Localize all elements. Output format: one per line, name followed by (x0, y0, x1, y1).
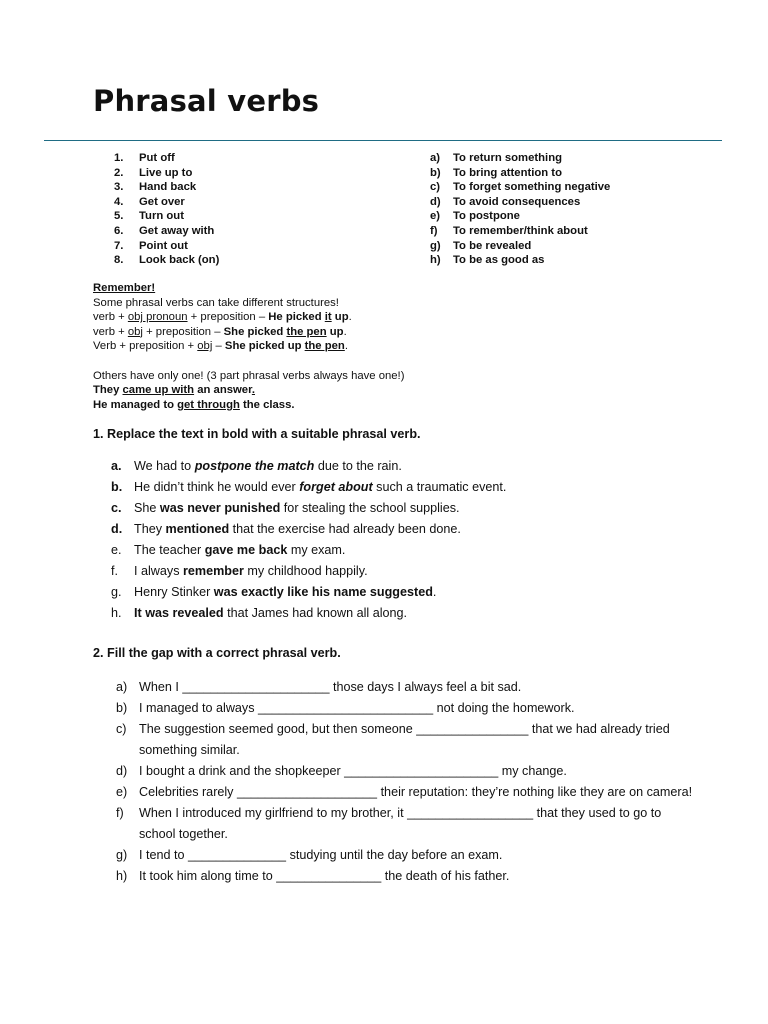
verb-item (114, 195, 219, 210)
example-part: She picked (223, 325, 287, 338)
verbs-list (114, 151, 219, 268)
item-bold-phrase: was never punished (159, 501, 281, 516)
verb-number: 6. (114, 224, 124, 237)
structure-line (93, 339, 404, 354)
item-bold-phrase: postpone the match (194, 459, 315, 474)
item-bold-phrase: It was revealed (134, 605, 224, 620)
title-divider (44, 140, 722, 141)
item-text: I tend to ______________ studying until the day before an exam. (139, 848, 503, 862)
item-letter: f. (111, 563, 118, 578)
meaning-text: To return something (453, 152, 562, 164)
meaning-text: To remember/think about (453, 224, 588, 237)
item-letter: c) (116, 722, 127, 736)
remember-note (93, 281, 404, 412)
example-part: up (326, 325, 344, 338)
exercise-2-item (116, 803, 696, 845)
meaning-letter: a) (430, 152, 441, 164)
meaning-item (430, 253, 610, 268)
item-bold-phrase: mentioned (165, 522, 230, 537)
item-letter: d) (116, 764, 128, 778)
verb-text: Get over (139, 195, 185, 208)
spacer (93, 354, 404, 369)
exercise-1-item (111, 456, 506, 477)
item-text (134, 501, 460, 515)
exercise-1-item (111, 560, 506, 581)
structure-part: + preposition – (142, 325, 224, 338)
structure-part: + preposition – (187, 311, 269, 324)
item-text (134, 585, 436, 599)
verb-text: Hand back (139, 181, 197, 194)
item-text-part: such a traumatic event. (372, 480, 507, 495)
item-text: I bought a drink and the shopkeeper ______________________ my change. (139, 764, 567, 778)
exercise-1-heading: 1. Replace the text in bold with a suitable phrasal verb. (93, 427, 421, 441)
item-letter: a) (116, 680, 128, 694)
verb-number: 1. (114, 152, 124, 164)
meaning-letter: d) (430, 195, 441, 208)
verb-number: 5. (114, 210, 124, 223)
meaning-text: To bring attention to (453, 166, 562, 179)
item-text (134, 459, 402, 473)
item-letter: f) (116, 806, 124, 820)
item-letter: c. (111, 501, 122, 516)
item-text: When I introduced my girlfriend to my brother, it __________________ that they used to go to school together. (139, 806, 662, 841)
item-text: I managed to always _________________________ not doing the homework. (139, 701, 575, 715)
exercise-2-item (116, 698, 696, 719)
meaning-letter: c) (430, 181, 441, 194)
item-text (134, 480, 506, 494)
meaning-item (430, 180, 610, 195)
verb-number: 3. (114, 181, 124, 194)
meaning-text: To avoid consequences (453, 195, 581, 208)
meaning-letter: g) (430, 239, 441, 252)
structure-object: obj (197, 340, 213, 353)
meaning-item (430, 239, 610, 254)
item-text-part: They (134, 522, 166, 537)
exercise-1-item (111, 519, 506, 540)
exercise-2-item (116, 782, 696, 803)
meaning-letter: f) (430, 224, 438, 237)
example-part: the class. (239, 398, 295, 411)
remember-heading: Remember! (93, 282, 156, 294)
verb-text: Live up to (139, 166, 193, 179)
item-text: When I _____________________ those days I always feel a bit sad. (139, 680, 522, 694)
verb-number: 2. (114, 166, 124, 179)
item-letter: h) (116, 869, 128, 883)
verb-number: 8. (114, 254, 124, 267)
structure-part: – (212, 340, 225, 353)
example-verb: came up with (122, 384, 195, 397)
example-end: . (348, 311, 352, 324)
meaning-text: To be as good as (453, 254, 545, 267)
example-end: . (343, 325, 347, 338)
example-sentence (93, 383, 404, 398)
item-bold-phrase: gave me back (204, 543, 288, 557)
item-bold-phrase: was exactly like his name suggested (213, 584, 433, 599)
example-part: up (331, 311, 349, 324)
meaning-item (430, 209, 610, 224)
meaning-text: To forget something negative (453, 181, 611, 194)
structure-line (93, 325, 404, 340)
item-letter: e. (111, 543, 122, 557)
meaning-text: To postpone (453, 210, 520, 223)
verb-item (114, 180, 219, 195)
item-text-part: that James had known all along. (223, 605, 408, 620)
item-letter: d. (111, 522, 123, 537)
example-object: the pen (286, 325, 327, 338)
example-part: They (93, 384, 123, 397)
exercise-2-heading: 2. Fill the gap with a correct phrasal verb. (93, 646, 341, 660)
item-text-part: my exam. (287, 543, 346, 557)
item-text-part: I always (134, 563, 183, 578)
item-text: The suggestion seemed good, but then someone ________________ that we had already tried something similar. (139, 722, 670, 757)
structure-object: obj (127, 325, 143, 338)
item-letter: b. (111, 480, 123, 495)
meaning-letter: b) (430, 166, 441, 179)
exercise-2-list (116, 677, 696, 887)
item-text-part: The teacher (134, 543, 205, 557)
item-letter: a. (111, 459, 122, 474)
example-part: an answer (194, 384, 252, 397)
example-end: . (251, 384, 255, 397)
exercise-1-item (111, 581, 506, 602)
verb-item (114, 224, 219, 239)
verb-text: Point out (139, 239, 188, 252)
item-text: Celebrities rarely ____________________ their reputation: they’re nothing like they are on camera! (139, 785, 693, 799)
meaning-item (430, 151, 610, 166)
exercise-2-item (116, 761, 696, 782)
item-text (134, 543, 345, 557)
item-text-part: that the exercise had already been done. (229, 522, 461, 537)
example-sentence (93, 398, 404, 413)
example-verb: get through (177, 398, 240, 411)
structure-line (93, 310, 404, 325)
verb-item (114, 209, 219, 224)
item-text-part: She (134, 501, 160, 516)
exercise-2-item (116, 677, 696, 698)
meaning-item (430, 224, 610, 239)
item-text-part: He didn’t think he would ever (134, 480, 300, 495)
verb-text: Get away with (139, 224, 215, 237)
structure-object: obj pronoun (127, 311, 188, 324)
meaning-letter: h) (430, 254, 441, 267)
verb-item (114, 239, 219, 254)
structure-part: verb + (93, 311, 128, 324)
verb-text: Put off (139, 152, 175, 164)
exercise-2-item (116, 845, 696, 866)
verb-item (114, 166, 219, 181)
item-text-part: Henry Stinker (134, 584, 214, 599)
structure-part: verb + (93, 325, 128, 338)
verb-text: Turn out (139, 210, 184, 223)
example-part: He managed to (93, 398, 178, 411)
exercise-1-item (111, 540, 506, 561)
example-part: He picked (268, 311, 325, 324)
exercise-1-item (111, 602, 506, 623)
meanings-list (430, 151, 610, 268)
item-text-part: my childhood happily. (243, 563, 368, 578)
exercise-2-item (116, 866, 696, 887)
verb-item (114, 151, 219, 166)
verb-text: Look back (on) (139, 254, 220, 267)
exercise-1-list (111, 456, 506, 623)
example-end: . (344, 340, 348, 353)
exercise-1-item (111, 477, 506, 498)
verb-number: 7. (114, 239, 124, 252)
remember-intro: Some phrasal verbs can take different structures! (93, 296, 339, 309)
verb-item (114, 253, 219, 268)
item-text-part: due to the rain. (314, 459, 402, 474)
item-letter: b) (116, 701, 128, 715)
meaning-text: To be revealed (453, 239, 532, 252)
item-text (134, 564, 368, 578)
verb-number: 4. (114, 195, 124, 208)
item-text-part: . (432, 584, 437, 599)
item-text (134, 522, 461, 536)
item-letter: g. (111, 584, 122, 599)
example-part: She picked up (224, 340, 305, 353)
example-object: it (324, 311, 332, 324)
meaning-letter: e) (430, 210, 441, 223)
item-letter: h. (111, 605, 122, 620)
structure-part: Verb + preposition + (93, 340, 198, 353)
item-text: It took him along time to _______________ the death of his father. (139, 869, 510, 883)
meaning-item (430, 166, 610, 181)
item-text-part: We had to (134, 459, 195, 474)
meaning-item (430, 195, 610, 210)
exercise-2-item (116, 719, 696, 761)
item-text (134, 606, 407, 620)
item-bold-phrase: remember (183, 563, 244, 578)
item-letter: e) (116, 785, 128, 799)
item-letter: g) (116, 848, 128, 862)
page-title: Phrasal verbs (93, 84, 320, 118)
item-bold-phrase: forget about (299, 480, 373, 495)
exercise-1-item (111, 498, 506, 519)
others-note: Others have only one! (3 part phrasal verbs always have one!) (93, 369, 405, 382)
example-object: the pen (304, 340, 345, 353)
item-text-part: for stealing the school supplies. (280, 501, 460, 516)
